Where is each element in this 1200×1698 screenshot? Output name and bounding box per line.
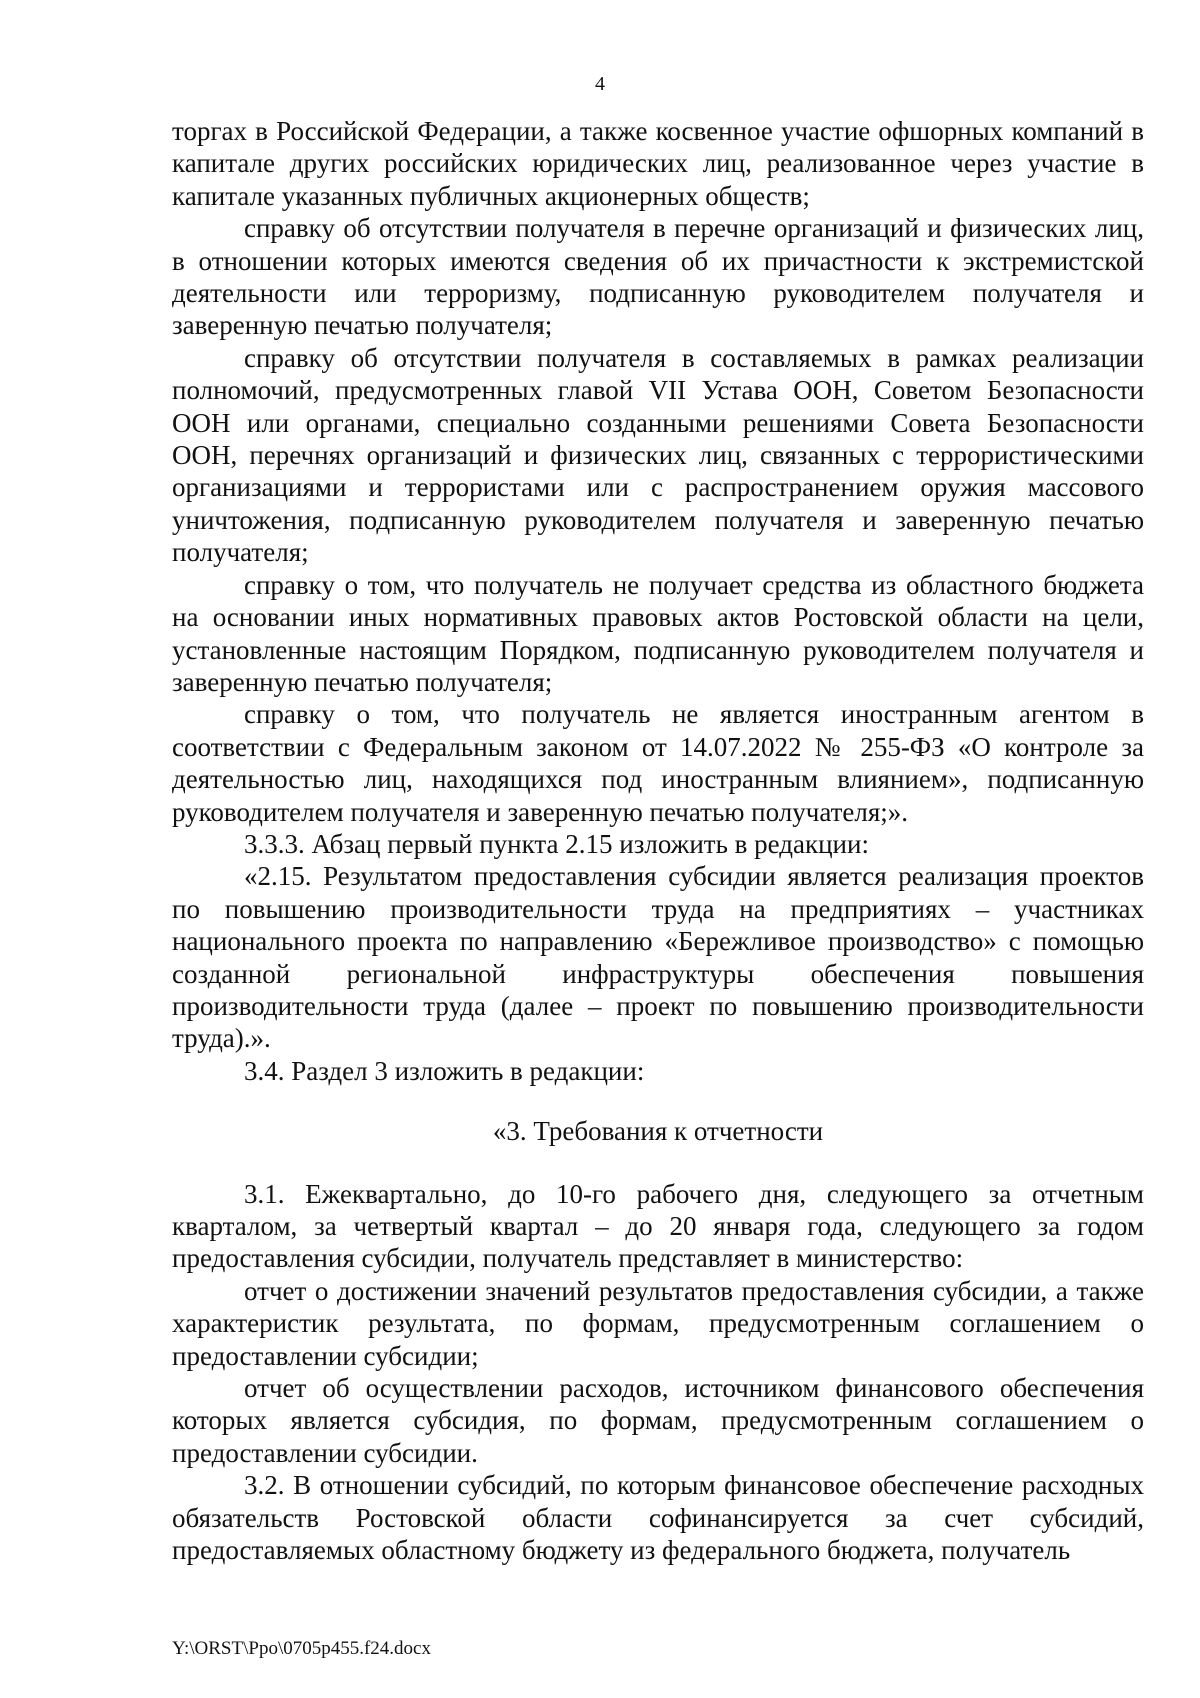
file-path-footer: Y:\ORST\Ppo\0705p455.f24.docx [172, 1638, 431, 1659]
section-heading: «3. Требования к отчетности [492, 1116, 824, 1147]
paragraph-offshore-participation: торгах в Российской Федерации, а также косвенное участие офшорных компаний в капитале других российских юридических лиц, реализованное через участие в капитале указанных публичных акционерных обществ; [172, 116, 1144, 211]
paragraph-un-sanctions-certificate: справку об отсутствии получателя в составляемых в рамках реализации полномочий, предусмотренных главой VII Устава ООН, Советом Безопасности ООН или органами, специально созданными решениями Совета Безопасности ООН, перечнях организаций и физических лиц, связанных с террористическими организациями и террористами или с распространением оружия массового уничтожения, подписанную руководителем получателя и заверенную печатью получателя; [172, 342, 1144, 568]
paragraph-expenses-report: отчет об осуществлении расходов, источником финансового обеспечения которых является субсидия, по формам, предусмотренным соглашением о предоставлении субсидии. [172, 1373, 1144, 1468]
paragraph-foreign-agent-certificate: справку о том, что получатель не является иностранным агентом в соответствии с Федеральным законом от 14.07.2022 № 255-ФЗ «О контроле за деятельностью лиц, находящихся под иностранным влиянием», подписанную руководителем получателя и заверенную печатью получателя;». [172, 699, 1144, 827]
paragraph-no-other-funds-certificate: справку о том, что получатель не получает средства из областного бюджета на основании иных нормативных правовых актов Ростовской области на цели, установленные настоящим Порядком, подписанную руководителем получателя и заверенную печатью получателя; [172, 569, 1144, 697]
paragraph-clause-3-1: 3.1. Ежеквартально, до 10-го рабочего дня, следующего за отчетным кварталом, за четвертый квартал – до 20 января года, следующего за годом предоставления субсидии, получатель представляет в министерство: [172, 1178, 1144, 1274]
paragraph-clause-2-15: «2.15. Результатом предоставления субсидии является реализация проектов по повышению производительности труда на предприятиях – участниках национального проекта по направлению «Бережливое производство» с помощью созданной региональной инфраструктуры обеспечения повышения производительности труда (далее – проект по повышению производительности труда).». [172, 861, 1144, 1054]
paragraph-clause-3-4: 3.4. Раздел 3 изложить в редакции: [244, 1055, 645, 1086]
paragraph-extremism-certificate: справку об отсутствии получателя в перечне организаций и физических лиц, в отношении которых имеются сведения об их причастности к экстремистской деятельности или терроризму, подписанную руководителем получателя и заверенную печатью получателя; [172, 213, 1144, 341]
paragraph-clause-3-3-3: 3.3.3. Абзац первый пункта 2.15 изложить в редакции: [244, 828, 869, 859]
paragraph-results-report: отчет о достижении значений результатов предоставления субсидии, а также характеристик результата, по формам, предусмотренным соглашением о предоставлении субсидии; [172, 1275, 1144, 1371]
paragraph-clause-3-2: 3.2. В отношении субсидий, по которым финансовое обеспечение расходных обязательств Ростовской области софинансируется за счет субсидий, предоставляемых областному бюджету из федерального бюджета, получатель [172, 1470, 1144, 1566]
document-body [172, 115, 1144, 1566]
page-number: 4 [595, 73, 605, 95]
